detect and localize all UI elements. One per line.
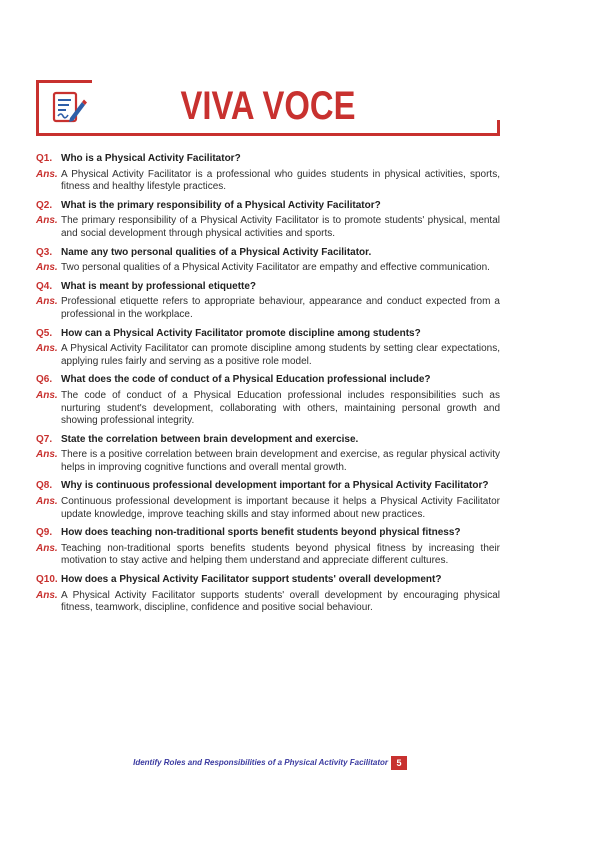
question-text: Who is a Physical Activity Facilitator? [61, 153, 241, 164]
question-label: Q1. [36, 153, 53, 164]
answer-row [36, 449, 500, 474]
question-row [36, 434, 500, 447]
header-frame-right [497, 120, 500, 136]
question-row [36, 328, 500, 341]
answer-row [36, 262, 500, 275]
question-row [36, 527, 500, 540]
question-row [36, 480, 500, 493]
answer-label: Ans. [36, 168, 58, 180]
qa-item [36, 480, 500, 521]
answer-label: Ans. [36, 589, 58, 601]
answer-row [36, 215, 500, 240]
question-label: Q7. [36, 433, 53, 445]
qa-item [36, 200, 500, 241]
answer-text: There is a positive correlation between brain development and exercise, as regular physical activity helps in improving cognitive functions and overall mental growth. [61, 449, 500, 473]
question-text: What is meant by professional etiquette? [61, 280, 257, 292]
question-text: How does a Physical Activity Facilitator support students' overall development? [61, 574, 442, 586]
question-label: Q2. [36, 199, 53, 211]
answer-row [36, 169, 500, 194]
answer-text: A Physical Activity Facilitator can promote discipline among students by setting clear expectations, applying rules fairly and serving as a positive role model. [61, 343, 500, 367]
qa-item [36, 374, 500, 427]
answer-row [36, 590, 500, 615]
question-text: How can a Physical Activity Facilitator promote discipline among students? [61, 327, 421, 339]
question-label: Q5. [36, 327, 53, 339]
question-text: Name any two personal qualities of a Physical Activity Facilitator. [61, 246, 372, 258]
answer-text: Two personal qualities of a Physical Activity Facilitator are empathy and effective communication. [61, 262, 490, 274]
answer-row [36, 296, 500, 321]
question-label: Q9. [36, 527, 53, 539]
answer-label: Ans. [36, 296, 58, 308]
page-number: 5 [391, 756, 407, 770]
answer-label: Ans. [36, 449, 58, 461]
answer-row [36, 496, 500, 521]
answer-text: Teaching non-traditional sports benefits students beyond physical fitness by increasing their motivation to stay active and helping them understand and appreciate different cultures. [61, 542, 500, 567]
answer-label: Ans. [36, 215, 58, 227]
answer-text: Continuous professional development is important because it helps a Physical Activity Facilitator update knowledge, improve teaching skills and stay informed about new practices. [61, 496, 500, 520]
section-header [36, 80, 500, 136]
qa-item [36, 281, 500, 322]
question-text: How does teaching non-traditional sports benefit students beyond physical fitness? [61, 527, 461, 539]
question-label: Q4. [36, 280, 53, 292]
answer-text: Professional etiquette refers to appropriate behaviour, appearance and conduct expected from a professional in the workplace. [61, 296, 500, 320]
page-footer [0, 756, 600, 770]
question-row [36, 281, 500, 294]
qa-list [36, 153, 500, 621]
answer-text: The code of conduct of a Physical Education professional includes responsibilities such as nurturing student's development, collaborating with others, maintaining personal growth and showing professional integrity. [61, 389, 500, 427]
question-row [36, 200, 500, 213]
answer-row [36, 543, 500, 568]
question-label: Q10. [36, 574, 58, 586]
question-text: What is the primary responsibility of a Physical Activity Facilitator? [61, 199, 381, 211]
question-label: Q3. [36, 246, 53, 258]
qa-item [36, 153, 500, 194]
answer-label: Ans. [36, 262, 58, 274]
answer-text: The primary responsibility of a Physical Activity Facilitator is to promote students' physical, mental and social development through physical activities and sports. [61, 215, 500, 239]
question-row [36, 247, 500, 260]
page-title: VIVA VOCE [180, 84, 356, 128]
question-text: Why is continuous professional development important for a Physical Activity Facilitator? [61, 480, 489, 492]
qa-item [36, 328, 500, 369]
question-row [36, 153, 500, 166]
question-text: What does the code of conduct of a Physical Education professional include? [61, 374, 431, 386]
question-label: Q8. [36, 480, 53, 492]
question-label: Q6. [36, 374, 53, 386]
question-text: State the correlation between brain development and exercise. [61, 433, 359, 445]
answer-row [36, 343, 500, 368]
answer-row [36, 390, 500, 428]
footer-chapter-title: Identify Roles and Responsibilities of a Physical Activity Facilitator [133, 758, 388, 767]
header-frame-left [36, 80, 39, 136]
header-frame-bottom [36, 133, 500, 136]
question-row [36, 374, 500, 387]
answer-label: Ans. [36, 343, 58, 355]
answer-label: Ans. [36, 496, 58, 508]
qa-item [36, 434, 500, 475]
qa-item [36, 247, 500, 275]
answer-text: A Physical Activity Facilitator is a professional who guides students in physical activities, sports, fitness and healthy lifestyle practices. [61, 168, 500, 193]
qa-item [36, 574, 500, 615]
answer-text: A Physical Activity Facilitator supports students' overall development by encouraging physical fitness, teamwork, discipline, confidence and positive social behaviour. [61, 589, 500, 614]
answer-label: Ans. [36, 389, 58, 401]
answer-label: Ans. [36, 542, 58, 554]
question-row [36, 574, 500, 587]
qa-item [36, 527, 500, 568]
